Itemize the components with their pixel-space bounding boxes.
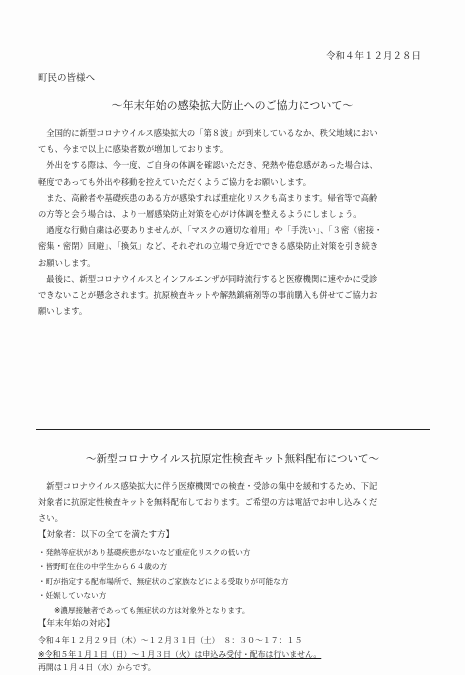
schedule-line: ※令和５年１月１日（日）～１月３日（火）は申込み受付・配布は行いません。 [38,649,322,659]
schedule-heading: 【年末年始の対応】 [38,619,115,629]
greeting: 町民の皆様へ [38,73,96,84]
body-line: 新型コロナウイルス感染拡大に伴う医療機関での検査・受診の集中を緩和するため、下記 [38,481,378,491]
schedule-list [38,634,438,675]
body-line: の方等と会う場合は、より一層感染防止対策を心がけ体調を整えるようにしましょう。 [38,209,362,220]
body-line: 願いします。 [38,306,88,317]
target-list [38,546,338,618]
body-line: 最後に、新型コロナウイルスとインフルエンザが同時流行すると医療機関に速やかに受診 [38,273,378,284]
body-line: 外出をする際は、今一度、ご自身の体調を確認いただき、発熱や倦怠感があった場合は、 [38,160,378,171]
body-line: 密集・密閉）回避」、「換気」など、それぞれの立場で身近でできる感染防止対策を引き続き [38,241,379,252]
target-note: ※濃厚接触者であっても無症状の方は対象外となります。 [54,605,250,615]
issue-date: 令和４年１２月２８日 [325,51,421,62]
section2-body [38,478,436,527]
body-line: ても、今まで以上に感染者数が増加しております。 [38,144,229,155]
list-item: ・妊娠していない方 [38,591,107,601]
target-heading: 【対象者：以下の全てを満たす方】 [38,530,175,540]
section1-title: ～年末年始の感染拡大防止へのご協力について～ [111,99,354,112]
schedule-line: 令和４年１２月２９日（木）～１２月３１日（土） ８：３０～１７：１５ [38,636,303,645]
body-line: 軽度であっても外出や移動を控えていただくようご協力をお願いします。 [38,176,312,187]
schedule-line: 再開は１月４日（水）からです。 [38,663,156,672]
list-item: ・町が指定する配布場所で、無症状のご家族などによる受取りが可能な方 [38,576,289,586]
list-item: ・皆野町在住の中学生から６４歳の方 [38,562,168,572]
section-divider [36,429,430,430]
section2-title: ～新型コロナウイルス抗原定性検査キット無料配布について～ [86,453,379,465]
body-line: できないことが懸念されます。抗原検査キットや解熱鎮痛剤等の事前購入も併せてご協力お [38,290,378,301]
body-line: 対象者に抗原定性検査キットを無料配布しております。ご希望の方は電話でお申し込みくだ [38,497,378,508]
body-line: 全国的に新型コロナウイルス感染拡大の「第８波」が到来しているなか、秩父地域におい [38,128,378,138]
list-item: ・発熱等症状があり基礎疾患がないなど重症化リスクの低い方 [38,548,251,557]
body-line: お願いします。 [38,257,96,268]
body-line: 過度な行動自粛は必要ありませんが、「マスクの適切な着用」や「手洗い」、「３密（密接・ [38,225,383,236]
section1-body [38,125,436,319]
body-line: また、高齢者や基礎疾患のある方が感染すれば重症化リスクも高まります。帰省等で高齢 [38,192,378,203]
body-line: さい。 [38,513,63,524]
